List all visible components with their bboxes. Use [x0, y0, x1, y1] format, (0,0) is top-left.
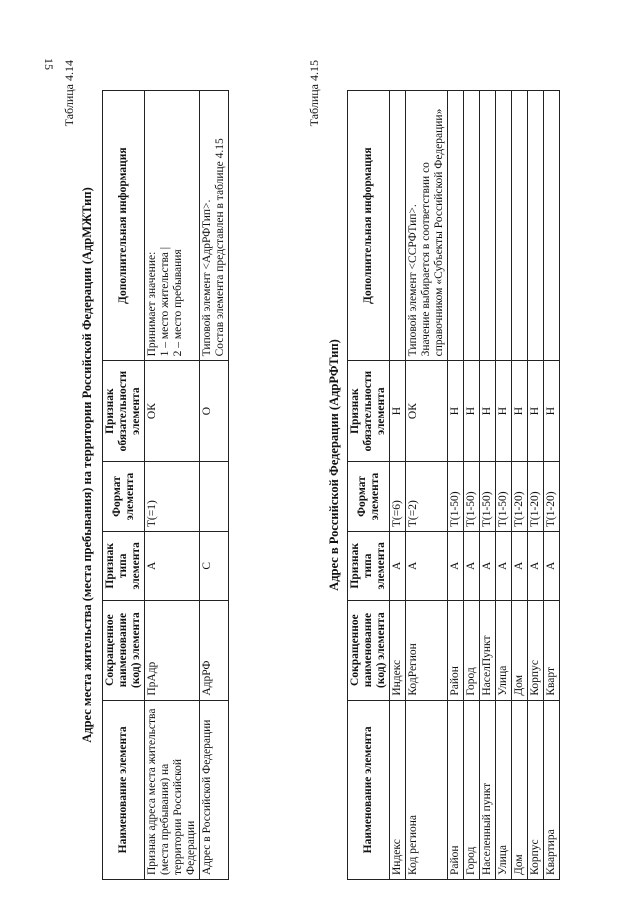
table-cell: А	[390, 532, 406, 600]
header-cell: Формат элемента	[348, 461, 390, 531]
table-cell: Т(1-20)	[528, 461, 544, 531]
table-row	[448, 91, 464, 880]
table-cell: Кварт	[544, 600, 560, 700]
table-cell: ОК	[406, 361, 448, 461]
table-cell	[528, 91, 544, 361]
table-cell	[390, 91, 406, 361]
table-cell: Код региона	[406, 700, 448, 879]
table-cell	[544, 91, 560, 361]
table-cell	[200, 461, 229, 531]
header-cell: Признак обязательности элемента	[103, 361, 145, 461]
table-row	[406, 91, 448, 880]
table-cell: Т(1-20)	[544, 461, 560, 531]
table-cell: А	[480, 532, 496, 600]
table-cell: ОК	[145, 361, 200, 461]
table-cell: С	[200, 532, 229, 600]
table-cell: Квартира	[544, 700, 560, 879]
table-cell	[496, 91, 512, 361]
table-cell: А	[448, 532, 464, 600]
table-cell: Улица	[496, 600, 512, 700]
table-cell: Н	[512, 361, 528, 461]
table-row	[390, 91, 406, 880]
table-cell	[464, 91, 480, 361]
page-number: 15	[42, 58, 56, 70]
table-cell	[512, 91, 528, 361]
table-title: Адрес в Российской Федерации (АдрРФТип)	[327, 339, 341, 591]
table-cell: Н	[448, 361, 464, 461]
table-cell: Принимает значение: 1 – место жительства | 2 – место пребывания	[145, 91, 200, 361]
table-cell: Район	[448, 600, 464, 700]
address-residence-table	[102, 90, 229, 880]
table-cell: Город	[464, 600, 480, 700]
table-row	[145, 91, 200, 880]
table-cell: Населенный пункт	[480, 700, 496, 879]
table-cell: А	[544, 532, 560, 600]
table-cell: Н	[544, 361, 560, 461]
header-cell: Наименование элемента	[103, 700, 145, 879]
table-cell: Н	[390, 361, 406, 461]
table-cell: Дом	[512, 700, 528, 879]
table-cell	[448, 91, 464, 361]
table-cell: Корпус	[528, 600, 544, 700]
table-row	[544, 91, 560, 880]
table-row	[480, 91, 496, 880]
address-rf-table	[347, 90, 560, 880]
table-cell: О	[200, 361, 229, 461]
table-cell: А	[528, 532, 544, 600]
table-cell: НаселПункт	[480, 600, 496, 700]
header-cell: Дополнительная информация	[348, 91, 390, 361]
table-cell: Т(=2)	[406, 461, 448, 531]
rotated-sheet	[62, 50, 622, 880]
table-cell: Адрес в Российской Федерации	[200, 700, 229, 879]
table-caption: Таблица 4.14	[62, 60, 76, 127]
table-cell: Признак адреса места жительства (места пребывания) на территории Российской Федерации	[145, 700, 200, 879]
table-cell: А	[512, 532, 528, 600]
table-title: Адрес места жительства (места пребывания) на территории Российской Федерации (АдрМЖТип)	[80, 187, 94, 743]
header-cell: Дополнительная информация	[103, 91, 145, 361]
table-row	[512, 91, 528, 880]
table-cell: А	[464, 532, 480, 600]
table-row	[464, 91, 480, 880]
table-cell: Индекс	[390, 600, 406, 700]
table-cell: Корпус	[528, 700, 544, 879]
table-body	[390, 91, 560, 880]
table-cell: ПрАдр	[145, 600, 200, 700]
table-header-row	[348, 91, 390, 880]
header-cell: Признак обязательности элемента	[348, 361, 390, 461]
table-cell: Н	[528, 361, 544, 461]
table-cell: Город	[464, 700, 480, 879]
table-header-row	[103, 91, 145, 880]
header-cell: Сокращенное наименование (код) элемента	[103, 600, 145, 700]
table-cell: Район	[448, 700, 464, 879]
table-cell: Улица	[496, 700, 512, 879]
table-caption: Таблица 4.15	[307, 60, 321, 127]
header-cell: Сокращенное наименование (код) элемента	[348, 600, 390, 700]
table-cell: Н	[464, 361, 480, 461]
header-cell: Формат элемента	[103, 461, 145, 531]
table-cell: АдрРФ	[200, 600, 229, 700]
table-cell: А	[406, 532, 448, 600]
table-cell: Т(1-50)	[496, 461, 512, 531]
table-cell: Типовой элемент <АдрРФТип>. Состав элемента представлен в таблице 4.15	[200, 91, 229, 361]
table-cell: А	[145, 532, 200, 600]
table-cell: Т(=6)	[390, 461, 406, 531]
table-cell: Типовой элемент <ССРФТип>. Значение выбирается в соответствии со справочником «Субъекты Российской Федерации»	[406, 91, 448, 361]
table-cell: Дом	[512, 600, 528, 700]
header-cell: Признак типа элемента	[348, 532, 390, 600]
table-body	[145, 91, 229, 880]
table-cell: Индекс	[390, 700, 406, 879]
header-cell: Наименование элемента	[348, 700, 390, 879]
table-row	[496, 91, 512, 880]
table-cell: Т(1-50)	[464, 461, 480, 531]
table-row	[200, 91, 229, 880]
table-cell: А	[496, 532, 512, 600]
table-cell: Т(1-50)	[448, 461, 464, 531]
table-cell: Н	[496, 361, 512, 461]
table-cell: Т(1-50)	[480, 461, 496, 531]
table-cell: Т(1-20)	[512, 461, 528, 531]
table-cell	[480, 91, 496, 361]
table-cell: КодРегион	[406, 600, 448, 700]
header-cell: Признак типа элемента	[103, 532, 145, 600]
table-cell: Т(=1)	[145, 461, 200, 531]
table-cell: Н	[480, 361, 496, 461]
table-row	[528, 91, 544, 880]
